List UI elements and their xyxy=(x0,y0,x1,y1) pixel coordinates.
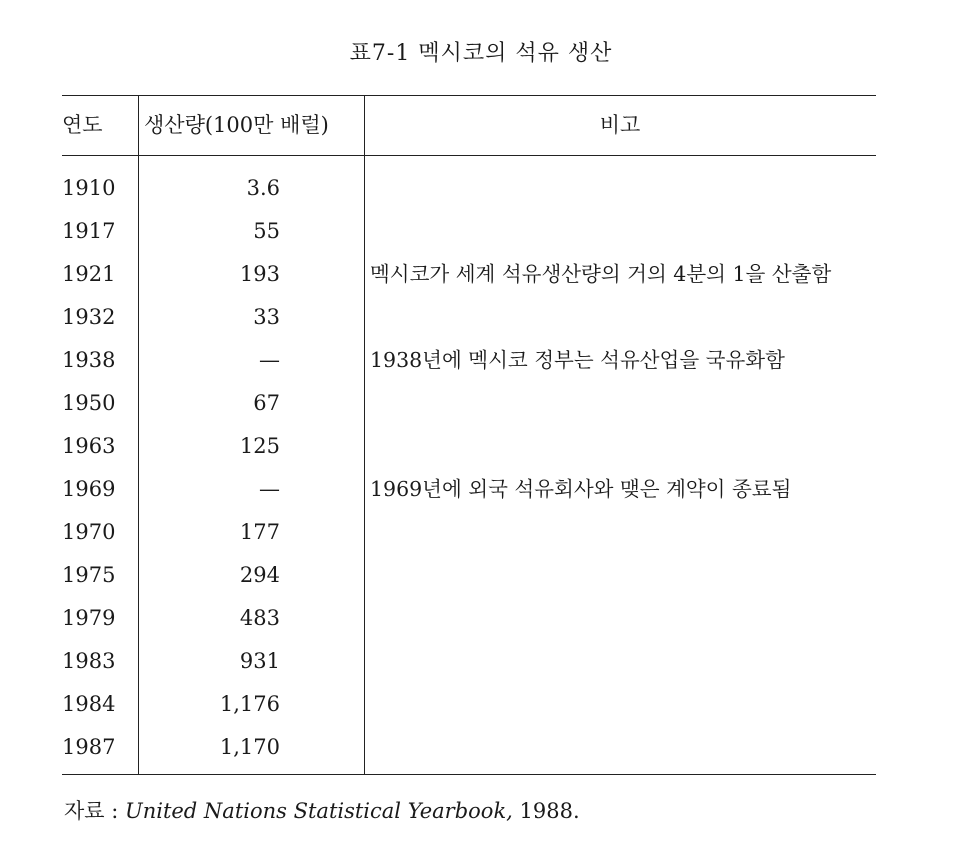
cell-year: 1910 xyxy=(62,176,116,200)
cell-year: 1932 xyxy=(62,305,116,329)
table-row xyxy=(62,253,876,296)
cell-year: 1983 xyxy=(62,649,116,673)
table-row xyxy=(62,167,876,210)
table-row xyxy=(62,468,876,511)
cell-production: 55 xyxy=(253,219,280,243)
source-label: 자료 : xyxy=(64,799,125,823)
cell-production: 1,176 xyxy=(219,692,280,716)
cell-year: 1987 xyxy=(62,735,116,759)
cell-year: 1979 xyxy=(62,606,116,630)
cell-production: 67 xyxy=(253,391,280,415)
source-note xyxy=(64,795,580,825)
table-body xyxy=(62,167,876,769)
cell-production: 33 xyxy=(253,305,280,329)
cell-production: 931 xyxy=(239,649,280,673)
cell-year: 1984 xyxy=(62,692,116,716)
header-note: 비고 xyxy=(599,113,641,137)
table-row xyxy=(62,726,876,769)
oil-production-table xyxy=(62,95,876,775)
cell-year: 1969 xyxy=(62,477,116,501)
table-row xyxy=(62,425,876,468)
cell-year: 1963 xyxy=(62,434,116,458)
table-row xyxy=(62,683,876,726)
cell-production: 1,170 xyxy=(219,735,280,759)
cell-production: — xyxy=(259,477,280,501)
cell-production: 483 xyxy=(239,606,280,630)
source-year: 1988. xyxy=(512,799,580,823)
cell-year: 1970 xyxy=(62,520,116,544)
cell-production: 3.6 xyxy=(246,176,280,200)
cell-note: 1969년에 외국 석유회사와 맺은 계약이 종료됨 xyxy=(370,477,792,501)
cell-production: 125 xyxy=(239,434,280,458)
table-row xyxy=(62,640,876,683)
source-title: United Nations Statistical Yearbook, xyxy=(125,799,513,823)
table-row xyxy=(62,554,876,597)
cell-production: — xyxy=(259,348,280,372)
table-row xyxy=(62,339,876,382)
cell-year: 1921 xyxy=(62,262,116,286)
cell-note: 멕시코가 세계 석유생산량의 거의 4분의 1을 산출함 xyxy=(370,262,832,286)
cell-note: 1938년에 멕시코 정부는 석유산업을 국유화함 xyxy=(370,348,785,372)
table-bottom-rule xyxy=(62,774,876,775)
table-row xyxy=(62,382,876,425)
header-rule xyxy=(62,155,876,156)
table-row xyxy=(62,597,876,640)
table-caption: 표7-1 멕시코의 석유 생산 xyxy=(349,41,613,66)
cell-production: 294 xyxy=(239,563,280,587)
cell-year: 1938 xyxy=(62,348,116,372)
cell-year: 1917 xyxy=(62,219,116,243)
cell-production: 177 xyxy=(239,520,280,544)
cell-year: 1950 xyxy=(62,391,116,415)
cell-production: 193 xyxy=(239,262,280,286)
cell-year: 1975 xyxy=(62,563,116,587)
table-row xyxy=(62,210,876,253)
header-production: 생산량(100만 배럴) xyxy=(144,113,329,137)
header-year: 연도 xyxy=(62,113,103,137)
table-row xyxy=(62,511,876,554)
table-row xyxy=(62,296,876,339)
